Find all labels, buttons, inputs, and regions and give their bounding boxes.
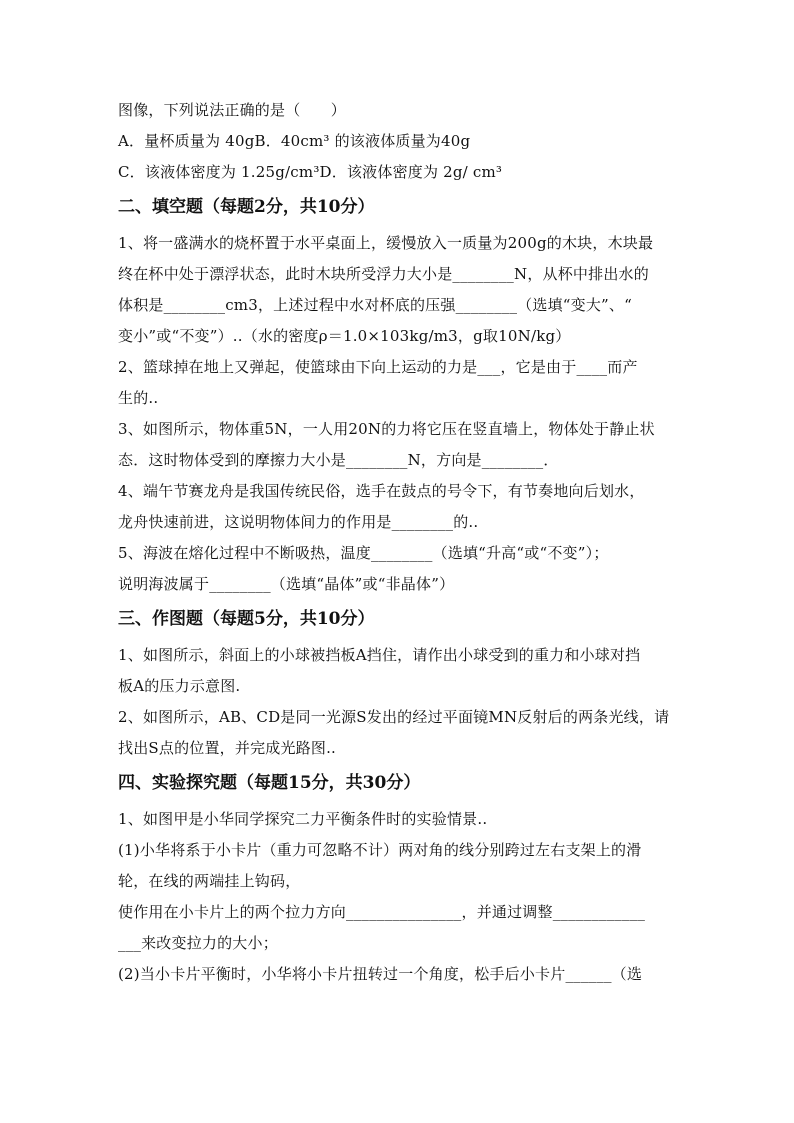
text-line: (1)小华将系于小卡片（重力可忽略不计）两对角的线分别跨过左右支架上的滑	[118, 841, 642, 859]
text-line: 龙舟快速前进，这说明物体间力的作用是________的..	[118, 513, 479, 531]
text-line: 变小”或“不变”）..（水的密度ρ＝1.0×103kg/m3，g取10N/kg）	[118, 327, 571, 345]
text-line: 轮，在线的两端挂上钩码，	[118, 872, 301, 890]
text-line: 2、如图所示，AB、CD是同一光源S发出的经过平面镜MN反射后的两条光线，请	[118, 708, 670, 726]
text-line: 说明海波属于________（选填“晶体”或“非晶体”）	[118, 575, 455, 593]
option-line-cd: C．该液体密度为 1.25g/cm³D．该液体密度为 2g/ cm³	[118, 163, 503, 181]
option-line-ab: A．量杯质量为 40gB．40cm³ 的该液体质量为40g	[118, 132, 471, 150]
text-line: 生的..	[118, 389, 159, 407]
text-line: 4、端午节赛龙舟是我国传统民俗，选手在鼓点的号令下，有节奏地向后划水，	[118, 482, 645, 500]
text-line: 板A的压力示意图.	[118, 677, 241, 695]
section-heading-fill-blank: 二、填空题（每题2分，共10分）	[118, 197, 375, 217]
text-line: 图像，下列说法正确的是（ ）	[118, 101, 347, 119]
text-line: 终在杯中处于漂浮状态，此时木块所受浮力大小是________N，从杯中排出水的	[118, 265, 649, 283]
text-line: 1、如图甲是小华同学探究二力平衡条件时的实验情景..	[118, 810, 488, 828]
text-line: 找出S点的位置，并完成光路图..	[118, 739, 337, 757]
text-line: 1、将一盛满水的烧杯置于水平桌面上，缓慢放入一质量为200g的木块，木块最	[118, 234, 654, 252]
text-line: 态．这时物体受到的摩擦力大小是________N，方向是________．	[118, 451, 559, 469]
document-page	[118, 95, 678, 990]
section-heading-experiment: 四、实验探究题（每题15分，共30分）	[118, 773, 421, 793]
text-line: 3、如图所示，物体重5N，一人用20N的力将它压在竖直墙上，物体处于静止状	[118, 420, 655, 438]
text-line: ___来改变拉力的大小；	[118, 934, 278, 952]
text-line: 使作用在小卡片上的两个拉力方向_______________，并通过调整____________	[118, 903, 646, 921]
text-line: 1、如图所示，斜面上的小球被挡板A挡住，请作出小球受到的重力和小球对挡	[118, 646, 641, 664]
text-line: 2、篮球掉在地上又弹起，使篮球由下向上运动的力是___，它是由于____而产	[118, 358, 638, 376]
section-heading-drawing: 三、作图题（每题5分，共10分）	[118, 609, 375, 629]
text-line: 体积是________cm3，上述过程中水对杯底的压强________（选填“变大”、“	[118, 296, 632, 314]
text-line: 5、海波在熔化过程中不断吸热，温度________（选填“升高“或“不变”）；	[118, 544, 609, 562]
text-line: (2)当小卡片平衡时，小华将小卡片扭转过一个角度，松手后小卡片______（选	[118, 965, 643, 983]
